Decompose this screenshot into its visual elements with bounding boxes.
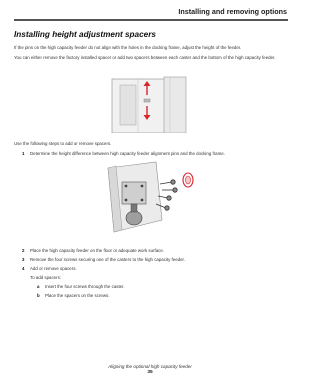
docking-frame-shape: [164, 77, 186, 133]
caster-illustration: [102, 160, 202, 240]
step-4-number: 4: [22, 266, 25, 271]
step-2-text: Place the high capacity feeder on the floor or adequate work surface.: [30, 248, 164, 253]
step-2-number: 2: [22, 248, 25, 253]
step-4-text: Add or remove spacers.: [30, 266, 77, 271]
page-header-title: Installing and removing options: [178, 7, 287, 16]
substep-a-text: Insert the four screws through the caster.: [45, 284, 125, 289]
footer-page-number: 35: [147, 370, 153, 375]
footer-caption: Aligning the optional high capacity feeder: [108, 364, 192, 369]
substeps-intro: To add spacers:: [30, 275, 61, 280]
spacer-highlight-icon: [183, 173, 193, 187]
step-1-number: 1: [22, 151, 25, 156]
substep-b-letter: b: [37, 293, 40, 298]
header-rule: [14, 19, 288, 21]
paragraph-intro: If the pins on the high capacity feeder do not align with the holes in the docking frame, adjust the height of the feeder.: [14, 45, 242, 50]
section-title: Installing height adjustment spacers: [14, 30, 156, 39]
feeder-panel-shape: [120, 85, 136, 125]
step-1-text: Determine the height difference between high capacity feeder alignment pins and the docking frame.: [30, 151, 225, 156]
caster-wheel-shape: [126, 211, 142, 225]
step-3-text: Remove the four screws securing one of the casters to the high capacity feeder.: [30, 257, 185, 262]
substep-b-text: Place the spacers on the screws.: [45, 293, 110, 298]
spacer-illustration: [98, 73, 198, 133]
paragraph-options: You can either remove the factory installed spacer or add two spacers between each caster and the bottom of the high capacity feeder.: [14, 55, 276, 60]
substep-a-letter: a: [37, 284, 40, 289]
alignment-pin-shape: [144, 99, 150, 102]
step-3-number: 3: [22, 257, 25, 262]
paragraph-steps-intro: Use the following steps to add or remove spacers.: [14, 141, 112, 146]
